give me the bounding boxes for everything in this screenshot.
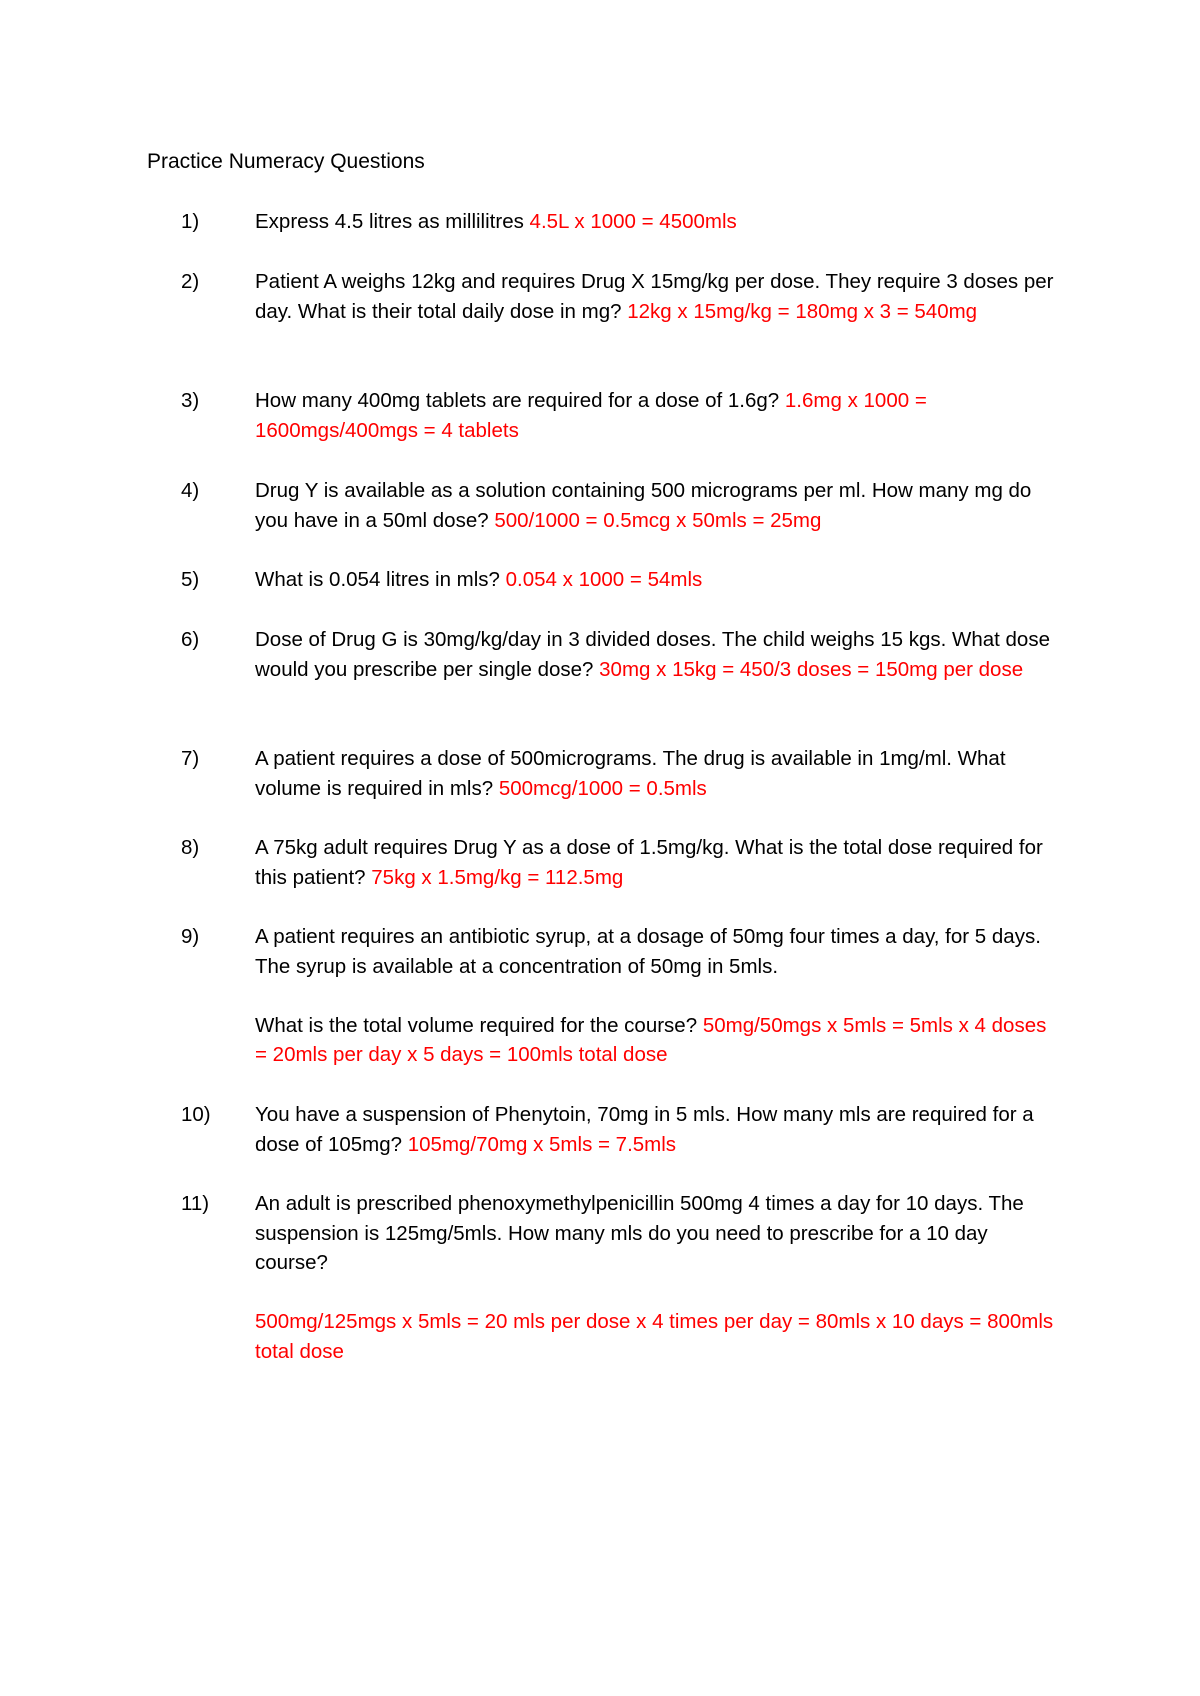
document-title: Practice Numeracy Questions bbox=[147, 150, 425, 173]
question-body: You have a suspension of Phenytoin, 70mg in 5 mls. How many mls are required for a dose of 105mg? bbox=[255, 1103, 1034, 1156]
question-body: An adult is prescribed phenoxymethylpenicillin 500mg 4 times a day for 10 days. The suspension is 125mg/5mls. How many mls do you need to prescribe for a 10 day course? bbox=[255, 1192, 1024, 1274]
answer-text: 1.6mg x 1000 = 1600mgs/400mgs = 4 tablets bbox=[255, 389, 927, 442]
answer-text: 12kg x 15mg/kg = 180mg x 3 = 540mg bbox=[627, 299, 978, 323]
paragraph-gap bbox=[255, 981, 1060, 1011]
question-body: Express 4.5 litres as millilitres bbox=[255, 210, 524, 233]
question-body: A patient requires a dose of 500micrograms. The drug is available in 1mg/ml. What volume is required in mls? bbox=[255, 747, 1006, 800]
question-number: 9) bbox=[181, 925, 200, 948]
paragraph-gap bbox=[255, 1278, 1060, 1308]
answer-text: 75kg x 1.5mg/kg = 112.5mg bbox=[371, 865, 624, 889]
question-text bbox=[255, 386, 1060, 445]
question-text bbox=[255, 1189, 1060, 1366]
question-number: 6) bbox=[181, 628, 200, 651]
question-number: 11) bbox=[181, 1192, 210, 1215]
answer-text: 105mg/70mg x 5mls = 7.5mls bbox=[407, 1132, 677, 1156]
answer-text: 0.054 x 1000 = 54mls bbox=[505, 568, 703, 591]
answer-text: 500mcg/1000 = 0.5mls bbox=[498, 776, 707, 800]
question-text bbox=[255, 1100, 1060, 1159]
question-body: A patient requires an antibiotic syrup, at a dosage of 50mg four times a day, for 5 days. The syrup is available at a concentration of 50mg in 5mls. bbox=[255, 925, 1041, 978]
answer-text: 50mg/50mgs x 5mls = 5mls x 4 doses = 20mls per day x 5 days = 100mls total dose bbox=[255, 1013, 1047, 1066]
question-number: 4) bbox=[181, 479, 200, 502]
answer-text: 500/1000 = 0.5mcg x 50mls = 25mg bbox=[494, 508, 822, 532]
answer-text: 30mg x 15kg = 450/3 doses = 150mg per dose bbox=[599, 657, 1024, 681]
question-text bbox=[255, 922, 1060, 1070]
question-body: Drug Y is available as a solution containing 500 micrograms per ml. How many mg do you have in a 50ml dose? bbox=[255, 479, 1032, 532]
question-text bbox=[255, 744, 1060, 803]
question-number: 10) bbox=[181, 1103, 211, 1126]
question-text bbox=[255, 476, 1060, 535]
question-number: 8) bbox=[181, 836, 200, 859]
answer-text: 4.5L x 1000 = 4500mls bbox=[529, 210, 737, 233]
question-text bbox=[255, 833, 1060, 892]
question-number: 1) bbox=[181, 210, 200, 233]
question-body: Patient A weighs 12kg and requires Drug X 15mg/kg per dose. They require 3 doses per day. What is their total daily dose in mg? bbox=[255, 270, 1054, 323]
question-body: What is 0.054 litres in mls? bbox=[255, 568, 500, 591]
question-body: How many 400mg tablets are required for a dose of 1.6g? bbox=[255, 389, 780, 412]
question-number: 7) bbox=[181, 747, 200, 770]
question-number: 2) bbox=[181, 270, 200, 293]
question-number: 5) bbox=[181, 568, 200, 591]
question-body: Dose of Drug G is 30mg/kg/day in 3 divided doses. The child weighs 15 kgs. What dose would you prescribe per single dose? bbox=[255, 628, 1050, 681]
answer-text: 500mg/125mgs x 5mls = 20 mls per dose x 4 times per day = 80mls x 10 days = 800mls total dose bbox=[255, 1310, 1054, 1363]
question-text bbox=[255, 267, 1060, 326]
question-number: 3) bbox=[181, 389, 200, 412]
question-text bbox=[255, 625, 1060, 684]
question-body: A 75kg adult requires Drug Y as a dose of 1.5mg/kg. What is the total dose required for this patient? bbox=[255, 836, 1043, 889]
question-body-part2: What is the total volume required for the course? bbox=[255, 1013, 698, 1037]
question-text bbox=[255, 565, 1060, 595]
question-text bbox=[255, 207, 1060, 237]
